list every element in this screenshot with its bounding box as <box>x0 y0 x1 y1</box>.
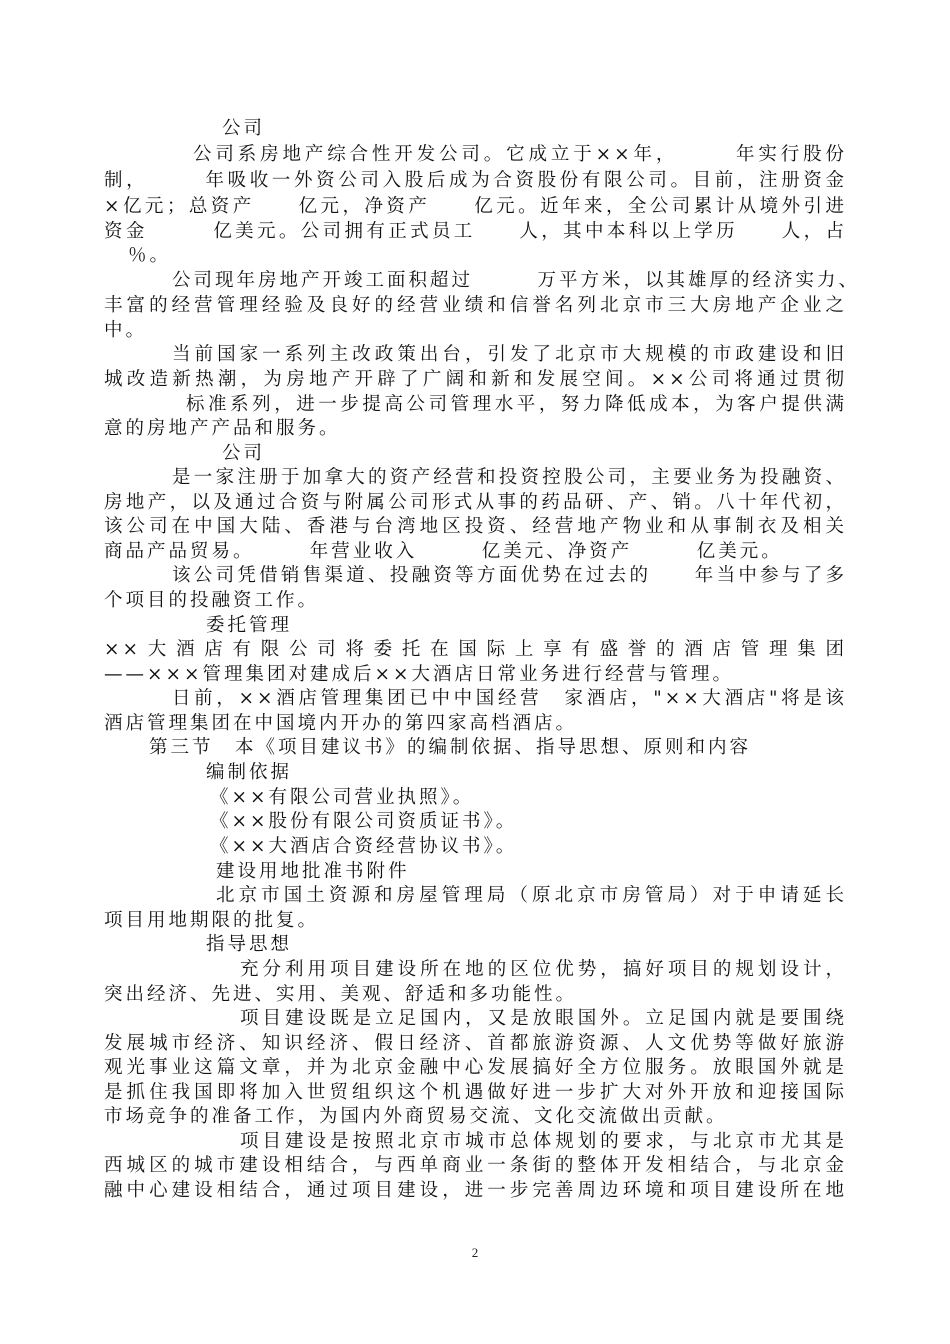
paragraph-line: 意的房地产产品和服务。 <box>104 418 341 439</box>
paragraph-line: 公司现年房地产开竣工面积超过 万平方米，以其雄厚的经济实力、 <box>172 270 861 291</box>
basis-document-item: 《××股份有限公司资质证书》。 <box>210 811 518 832</box>
paragraph-line: 中。 <box>104 320 148 341</box>
paragraph-line: ——×××管理集团对建成后××大酒店日常业务进行经营与管理。 <box>104 664 735 685</box>
paragraph-line: 公司系房地产综合性开发公司。它成立于××年， 年实行股份 <box>193 144 847 165</box>
paragraph-line: 酒店管理集团在中国境内开办的第四家高档酒店。 <box>104 713 578 734</box>
paragraph-line: 发展城市经济、知识经济、假日经济、首都旅游资源、人文优势等做好旅游 <box>104 1033 847 1054</box>
paragraph-line: 城改造新热潮，为房地产开辟了广阔和新和发展空间。××公司将通过贯彻 <box>104 369 847 390</box>
paragraph-line: 市场竞争的准备工作，为国内外商贸易交流、文化交流做出贡献。 <box>104 1106 728 1127</box>
paragraph-line: 西城区的城市建设相结合，与西单商业一条街的整体开发相结合，与北京金 <box>104 1155 847 1176</box>
paragraph-line: 突出经济、先进、实用、美观、舒适和多功能性。 <box>104 984 578 1005</box>
section-heading-company-1: 公司 <box>222 118 266 139</box>
section-heading-entrusted-management: 委托管理 <box>206 615 293 636</box>
paragraph-line: 充分利用项目建设所在地的区位优势，搞好项目的规划设计， <box>240 959 847 980</box>
paragraph-line: 项目建设既是立足国内，又是放眼国外。立足国内就是要围绕 <box>240 1008 847 1029</box>
section-heading-compilation-basis: 编制依据 <box>206 762 293 783</box>
paragraph-line: 该公司凭借销售渠道、投融资等方面优势在过去的 年当中参与了多 <box>172 565 847 586</box>
paragraph-line: 商品产品贸易。 年营业收入 亿美元、净资产 亿美元。 <box>104 541 783 562</box>
paragraph-line: 融中心建设相结合，通过项目建设，进一步完善周边环境和项目建设所在地 <box>104 1180 847 1201</box>
paragraph-line: 制， 年吸收一外资公司入股后成为合资股份有限公司。目前，注册资金 <box>104 170 847 191</box>
paragraph-line: 项目建设是按照北京市城市总体规划的要求，与北京市尤其是 <box>240 1131 847 1152</box>
paragraph-line: ××大酒店有限公司将委托在国际上享有盛誉的酒店管理集团 <box>104 639 847 660</box>
paragraph-line: 是抓住我国即将加入世贸组织这个机遇做好进一步扩大对外开放和迎接国际 <box>104 1082 847 1103</box>
paragraph-line: 房地产，以及通过合资与附属公司形式从事的药品研、产、销。八十年代初， <box>104 492 847 513</box>
paragraph-line: 是一家注册于加拿大的资产经营和投资控股公司，主要业务为投融资、 <box>172 467 847 488</box>
page-number: 2 <box>471 1245 479 1260</box>
paragraph-line: 个项目的投融资工作。 <box>104 590 320 611</box>
paragraph-line: 日前，××酒店管理集团已中中国经营 家酒店，"××大酒店"将是该 <box>172 688 847 709</box>
basis-document-item: 《××有限公司营业执照》。 <box>210 787 475 808</box>
section-heading-guiding-ideology: 指导思想 <box>206 934 293 955</box>
paragraph-line: ×亿元；总资产 亿元，净资产 亿元。近年来，全公司累计从境外引进 <box>104 196 847 217</box>
basis-document-item: 《××大酒店合资经营协议书》。 <box>210 836 518 857</box>
basis-document-item: 建设用地批准书附件 <box>216 861 410 882</box>
paragraph-line: 标准系列，进一步提高公司管理水平，努力降低成本，为客户提供满 <box>186 394 847 415</box>
paragraph-line: 丰富的经营管理经验及良好的经营业绩和信誉名列北京市三大房地产企业之 <box>104 295 847 316</box>
paragraph-line: 北京市国土资源和房屋管理局（原北京市房管局）对于申请延长 <box>216 885 847 906</box>
section-heading-company-2: 公司 <box>222 443 266 464</box>
section-title-third-section: 第三节 本《项目建议书》的编制依据、指导思想、原则和内容 <box>149 737 752 758</box>
paragraph-line: 资金 亿美元。公司拥有正式员工 人，其中本科以上学历 人，占 <box>104 221 847 242</box>
paragraph-line: 该公司在中国大陆、香港与台湾地区投资、经营地产物业和从事制衣及相关 <box>104 516 847 537</box>
paragraph-line: 当前国家一系列主改政策出台，引发了北京市大规模的市政建设和旧 <box>172 344 847 365</box>
paragraph-line: 观光事业这篇文章，并为北京金融中心发展搞好全方位服务。放眼国外就是 <box>104 1057 847 1078</box>
paragraph-line: ％。 <box>128 245 172 266</box>
paragraph-line: 项目用地期限的批复。 <box>104 910 320 931</box>
